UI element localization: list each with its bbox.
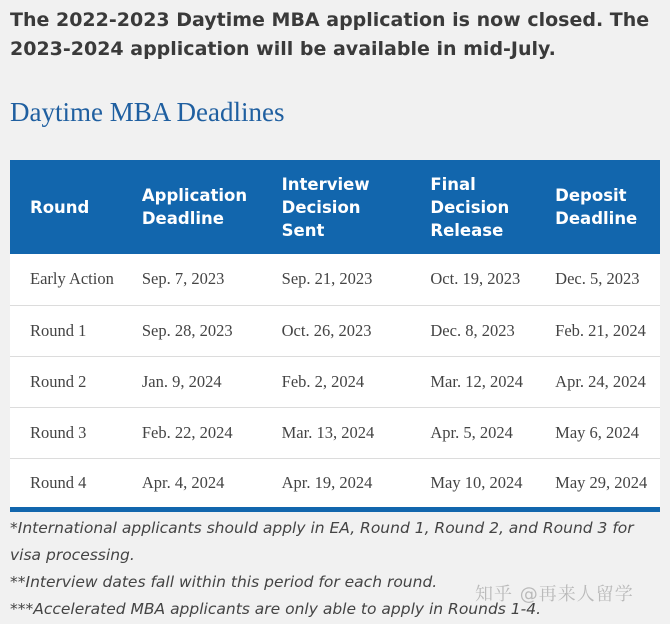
header-application-deadline: Application Deadline xyxy=(141,186,248,228)
cell-final-decision: Mar. 12, 2024 xyxy=(410,356,535,407)
cell-application-deadline: Jan. 9, 2024 xyxy=(122,356,262,407)
cell-interview-decision: Feb. 2, 2024 xyxy=(262,356,411,407)
table-row xyxy=(10,407,660,458)
cell-application-deadline: Sep. 7, 2023 xyxy=(141,269,225,289)
footnote-interview-dates: **Interview dates fall within this period for each round. xyxy=(10,573,438,591)
cell-application-deadline: Sep. 28, 2023 xyxy=(122,305,262,356)
footnote-accelerated-mba: ***Accelerated MBA applicants are only able to apply in Rounds 1-4. xyxy=(10,600,542,618)
table-header-row xyxy=(10,160,660,254)
cell-application-deadline: Apr. 4, 2024 xyxy=(122,458,262,509)
cell-interview-decision: Sep. 21, 2023 xyxy=(281,269,373,289)
header-round: Round xyxy=(30,197,90,217)
application-closed-notice: The 2022-2023 Daytime MBA application is now closed. The 2023-2024 application will be available in mid-July. xyxy=(10,9,650,60)
cell-final-decision: Oct. 19, 2023 xyxy=(430,269,521,289)
cell-round: Round 2 xyxy=(10,356,122,407)
cell-round: Early Action xyxy=(30,269,114,289)
footnote-international: *International applicants should apply in EA, Round 1, Round 2, and Round 3 for visa processing. xyxy=(10,519,634,564)
cell-interview-decision: Apr. 19, 2024 xyxy=(262,458,411,509)
table-row xyxy=(10,254,660,305)
cell-deposit-deadline: Apr. 24, 2024 xyxy=(535,356,660,407)
header-final-decision-release: Final Decision Release xyxy=(430,174,510,240)
cell-round: Round 1 xyxy=(10,305,122,356)
cell-final-decision: Apr. 5, 2024 xyxy=(410,407,535,458)
deadlines-table xyxy=(10,160,660,512)
cell-deposit-deadline: May 6, 2024 xyxy=(535,407,660,458)
cell-round: Round 4 xyxy=(10,458,122,509)
footnotes xyxy=(10,515,660,623)
cell-deposit-deadline: May 29, 2024 xyxy=(535,458,660,509)
header-interview-decision-sent: Interview Decision Sent xyxy=(281,174,370,240)
header-deposit-deadline: Deposit Deadline xyxy=(555,186,638,228)
table-row xyxy=(10,458,660,509)
table-row xyxy=(10,356,660,407)
section-title: Daytime MBA Deadlines xyxy=(10,97,285,127)
cell-final-decision: May 10, 2024 xyxy=(410,458,535,509)
cell-interview-decision: Mar. 13, 2024 xyxy=(262,407,411,458)
cell-deposit-deadline: Dec. 5, 2023 xyxy=(555,269,640,289)
cell-final-decision: Dec. 8, 2023 xyxy=(410,305,535,356)
cell-round: Round 3 xyxy=(10,407,122,458)
zhihu-watermark: 知乎 @再来人留学 xyxy=(475,584,634,605)
cell-application-deadline: Feb. 22, 2024 xyxy=(122,407,262,458)
table-row xyxy=(10,305,660,356)
cell-deposit-deadline: Feb. 21, 2024 xyxy=(535,305,660,356)
cell-interview-decision: Oct. 26, 2023 xyxy=(262,305,411,356)
